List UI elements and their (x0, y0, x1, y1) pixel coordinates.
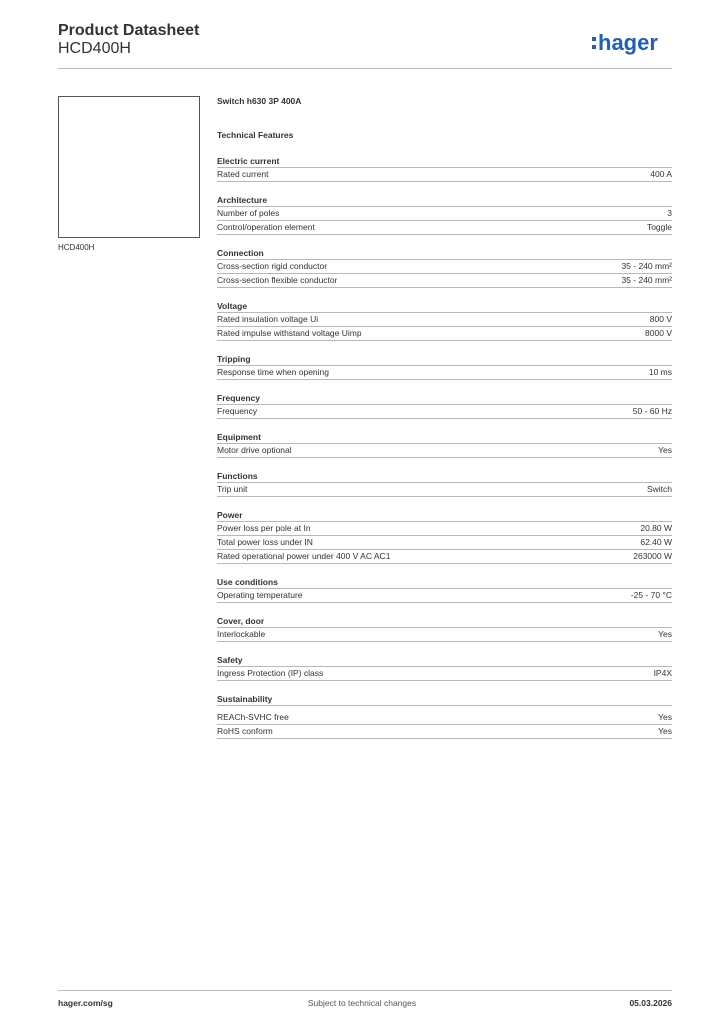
section-title: Architecture (217, 194, 672, 207)
feature-row (217, 366, 672, 380)
feature-value: 50 - 60 Hz (632, 406, 672, 416)
feature-row (217, 550, 672, 564)
feature-label: Rated insulation voltage Ui (217, 314, 319, 324)
feature-value: 3 (667, 208, 672, 218)
feature-row (217, 536, 672, 550)
feature-row (217, 168, 672, 182)
product-code: HCD400H (58, 40, 131, 57)
product-image-caption: HCD400H (58, 243, 95, 252)
feature-label: Trip unit (217, 484, 248, 494)
feature-sections (217, 155, 672, 739)
footer-date: 05.03.2026 (629, 998, 672, 1008)
feature-section (217, 431, 672, 458)
product-image (58, 96, 200, 238)
feature-row (217, 327, 672, 341)
feature-section (217, 509, 672, 564)
feature-label: Frequency (217, 406, 258, 416)
feature-label: Control/operation element (217, 222, 315, 232)
section-title: Frequency (217, 392, 672, 405)
feature-section (217, 654, 672, 681)
datasheet-main (217, 95, 672, 739)
footer-website[interactable]: hager.com/sg (58, 998, 113, 1008)
feature-row (217, 260, 672, 274)
section-title: Equipment (217, 431, 672, 444)
footer-note: Subject to technical changes (307, 998, 417, 1008)
feature-value: 8000 V (645, 328, 672, 338)
feature-row (217, 628, 672, 642)
section-title: Sustainability (217, 693, 672, 706)
feature-section (217, 247, 672, 288)
feature-section (217, 353, 672, 380)
feature-value: -25 - 70 °C (630, 590, 672, 600)
feature-row (217, 405, 672, 419)
feature-section (217, 693, 672, 739)
logo-text: hager (598, 30, 658, 55)
feature-label: Interlockable (217, 629, 266, 639)
feature-section (217, 470, 672, 497)
feature-label: Ingress Protection (IP) class (217, 668, 324, 678)
feature-row (217, 221, 672, 235)
feature-section (217, 300, 672, 341)
feature-value: 263000 W (633, 551, 672, 561)
feature-value: 10 ms (648, 367, 672, 377)
feature-row (217, 522, 672, 536)
feature-section (217, 576, 672, 603)
feature-value: 20.80 W (640, 523, 672, 533)
page-title: Product Datasheet (58, 22, 200, 39)
feature-value: IP4X (653, 668, 672, 678)
feature-section (217, 392, 672, 419)
feature-label: RoHS conform (217, 726, 273, 736)
feature-value: 800 V (649, 314, 672, 324)
feature-value: Yes (658, 445, 672, 455)
feature-label: Operating temperature (217, 590, 303, 600)
section-title: Tripping (217, 353, 672, 366)
feature-label: Cross-section flexible conductor (217, 275, 338, 285)
feature-value: Yes (658, 726, 672, 736)
feature-label: Rated impulse withstand voltage Uimp (217, 328, 362, 338)
footer-divider (58, 990, 672, 991)
section-title: Functions (217, 470, 672, 483)
section-title: Use conditions (217, 576, 672, 589)
feature-row (217, 444, 672, 458)
feature-row (217, 589, 672, 603)
hager-logo (592, 28, 674, 56)
feature-value: 400 A (650, 169, 672, 179)
section-title: Electric current (217, 155, 672, 168)
section-title: Power (217, 509, 672, 522)
section-title: Safety (217, 654, 672, 667)
feature-label: Total power loss under IN (217, 537, 313, 547)
feature-value: 62.40 W (640, 537, 672, 547)
feature-row (217, 483, 672, 497)
feature-row (217, 207, 672, 221)
feature-value: 35 - 240 mm² (621, 275, 672, 285)
section-title: Connection (217, 247, 672, 260)
feature-value: Switch (646, 484, 672, 494)
feature-row (217, 711, 672, 725)
product-title: Switch h630 3P 400A (217, 96, 302, 106)
feature-label: Cross-section rigid conductor (217, 261, 328, 271)
header-divider (58, 68, 672, 69)
feature-label: Rated operational power under 400 V AC AC1 (217, 551, 391, 561)
feature-label: Response time when opening (217, 367, 329, 377)
feature-section (217, 615, 672, 642)
feature-label: Number of poles (217, 208, 280, 218)
feature-row (217, 725, 672, 739)
feature-label: REACh-SVHC free (217, 712, 289, 722)
technical-features-title: Technical Features (217, 130, 294, 140)
feature-label: Rated current (217, 169, 269, 179)
feature-label: Motor drive optional (217, 445, 292, 455)
feature-value: 35 - 240 mm² (621, 261, 672, 271)
feature-label: Power loss per pole at In (217, 523, 311, 533)
feature-value: Yes (658, 629, 672, 639)
section-title: Voltage (217, 300, 672, 313)
feature-value: Toggle (646, 222, 672, 232)
feature-row (217, 667, 672, 681)
section-title: Cover, door (217, 615, 672, 628)
feature-section (217, 194, 672, 235)
feature-section (217, 155, 672, 182)
feature-value: Yes (658, 712, 672, 722)
feature-row (217, 313, 672, 327)
feature-row (217, 274, 672, 288)
